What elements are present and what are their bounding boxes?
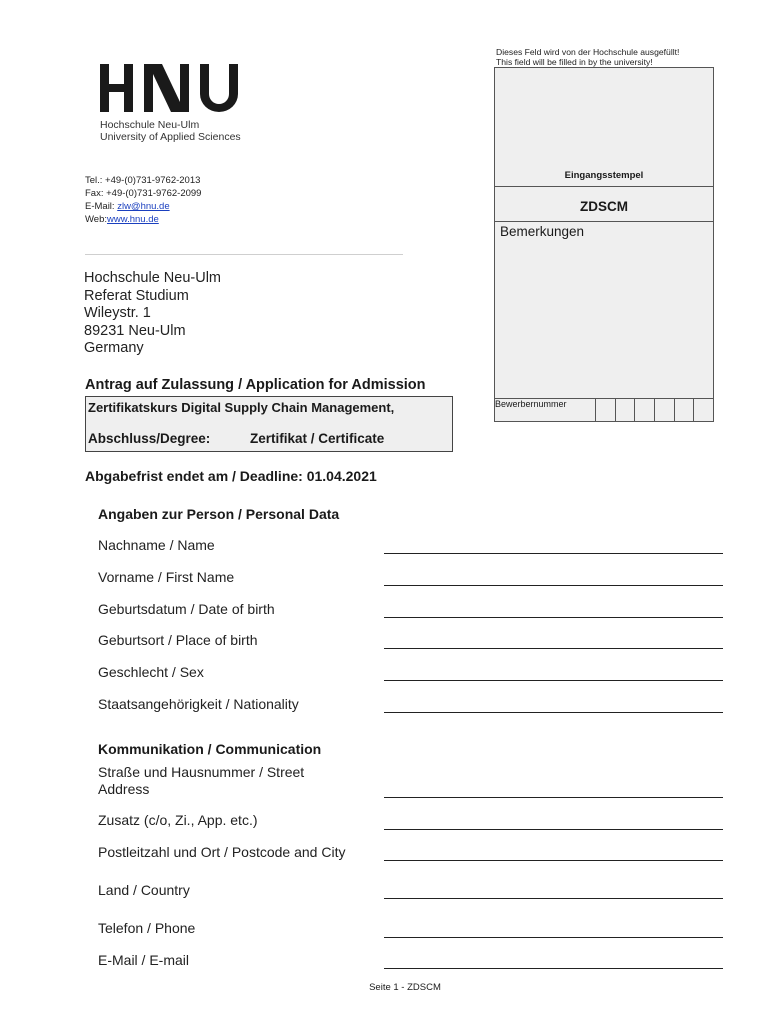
contact-fax: Fax: +49-(0)731-9762-2099	[85, 188, 202, 199]
contact-web-link[interactable]: www.hnu.de	[107, 214, 159, 225]
program-code: ZDSCM	[580, 199, 628, 214]
contact-tel: Tel.: +49-(0)731-9762-2013	[85, 175, 201, 186]
communication-heading: Kommunikation / Communication	[98, 741, 322, 757]
logo-subtitle-line1: Hochschule Neu-Ulm	[100, 119, 200, 131]
street-label-line1: Straße und Hausnummer / Street	[98, 764, 305, 780]
form-title: Antrag auf Zulassung / Application for Admission	[85, 377, 426, 393]
field-label-country: Land / Country	[98, 882, 190, 898]
sex-field[interactable]	[384, 680, 723, 681]
degree-row	[88, 431, 384, 446]
field-label-email: E-Mail / E-mail	[98, 952, 190, 968]
divider	[495, 186, 713, 187]
phone-field[interactable]	[384, 937, 723, 938]
birth-date-field[interactable]	[384, 617, 723, 618]
field-label-sex: Geschlecht / Sex	[98, 664, 204, 680]
office-note-en: This field will be filled in by the university!	[496, 57, 653, 67]
field-label-birth-date: Geburtsdatum / Date of birth	[98, 601, 275, 617]
contact-web-label: Web:	[85, 214, 108, 225]
contact-email-row	[85, 200, 201, 213]
degree-value: Zertifikat / Certificate	[250, 431, 385, 446]
degree-label: Abschluss/Degree:	[88, 431, 211, 446]
email-field[interactable]	[384, 968, 723, 969]
recipient-address	[84, 270, 221, 358]
page-number: Seite 1 - ZDSCM	[369, 982, 441, 993]
page-footer	[0, 982, 770, 993]
address-line: Germany	[84, 340, 144, 356]
street-label-line2: Address	[98, 781, 150, 797]
address-line: Wileystr. 1	[84, 305, 151, 321]
contact-email-label: E-Mail:	[85, 201, 118, 212]
field-label-nationality: Staatsangehörigkeit / Nationality	[98, 696, 299, 712]
first-name-field[interactable]	[384, 585, 723, 586]
address-line: Hochschule Neu-Ulm	[84, 270, 221, 286]
field-label-street	[98, 764, 378, 798]
field-label-phone: Telefon / Phone	[98, 920, 196, 936]
field-label-postcode-city: Postleitzahl und Ort / Postcode and City	[98, 844, 346, 860]
course-name: Zertifikatskurs Digital Supply Chain Management,	[88, 400, 395, 415]
hnu-logo	[100, 64, 260, 112]
address-line: Referat Studium	[84, 287, 189, 304]
applicant-number-cell	[615, 398, 635, 421]
office-note	[496, 47, 679, 67]
field-label-first-name: Vorname / First Name	[98, 569, 235, 585]
contact-email-link[interactable]: zlw@hnu.de	[117, 201, 170, 212]
applicant-number-cell	[654, 398, 674, 421]
street-field[interactable]	[384, 797, 723, 798]
office-note-de: Dieses Feld wird von der Hochschule ausgefüllt!	[496, 47, 680, 57]
logo-subtitle	[100, 119, 241, 143]
deadline: Abgabefrist endet am / Deadline: 01.04.2021	[85, 468, 377, 484]
course-box	[85, 396, 453, 452]
divider	[495, 221, 713, 222]
country-field[interactable]	[384, 898, 723, 899]
applicant-number-cell	[595, 398, 615, 421]
divider	[85, 254, 403, 255]
applicant-number-cell	[634, 398, 654, 421]
name-field[interactable]	[384, 553, 723, 554]
field-label-birth-place: Geburtsort / Place of birth	[98, 632, 258, 648]
remarks-label: Bemerkungen	[500, 224, 585, 239]
personal-data-heading: Angaben zur Person / Personal Data	[98, 506, 340, 522]
applicant-number-label: Bewerbernummer	[495, 399, 567, 409]
field-label-addition: Zusatz (c/o, Zi., App. etc.)	[98, 812, 258, 828]
office-use-box	[494, 67, 714, 422]
contact-web-row	[85, 213, 201, 226]
nationality-field[interactable]	[384, 712, 723, 713]
applicant-number-cells	[595, 398, 713, 421]
contact-info	[85, 174, 201, 226]
birth-place-field[interactable]	[384, 648, 723, 649]
logo-subtitle-line2: University of Applied Sciences	[100, 131, 241, 143]
address-line: 89231 Neu-Ulm	[84, 322, 186, 339]
postcode-city-field[interactable]	[384, 860, 723, 861]
applicant-number-cell	[674, 398, 694, 421]
field-label-name: Nachname / Name	[98, 537, 215, 553]
applicant-number-cell	[693, 398, 713, 421]
stamp-label: Eingangsstempel	[564, 170, 644, 181]
addition-field[interactable]	[384, 829, 723, 830]
